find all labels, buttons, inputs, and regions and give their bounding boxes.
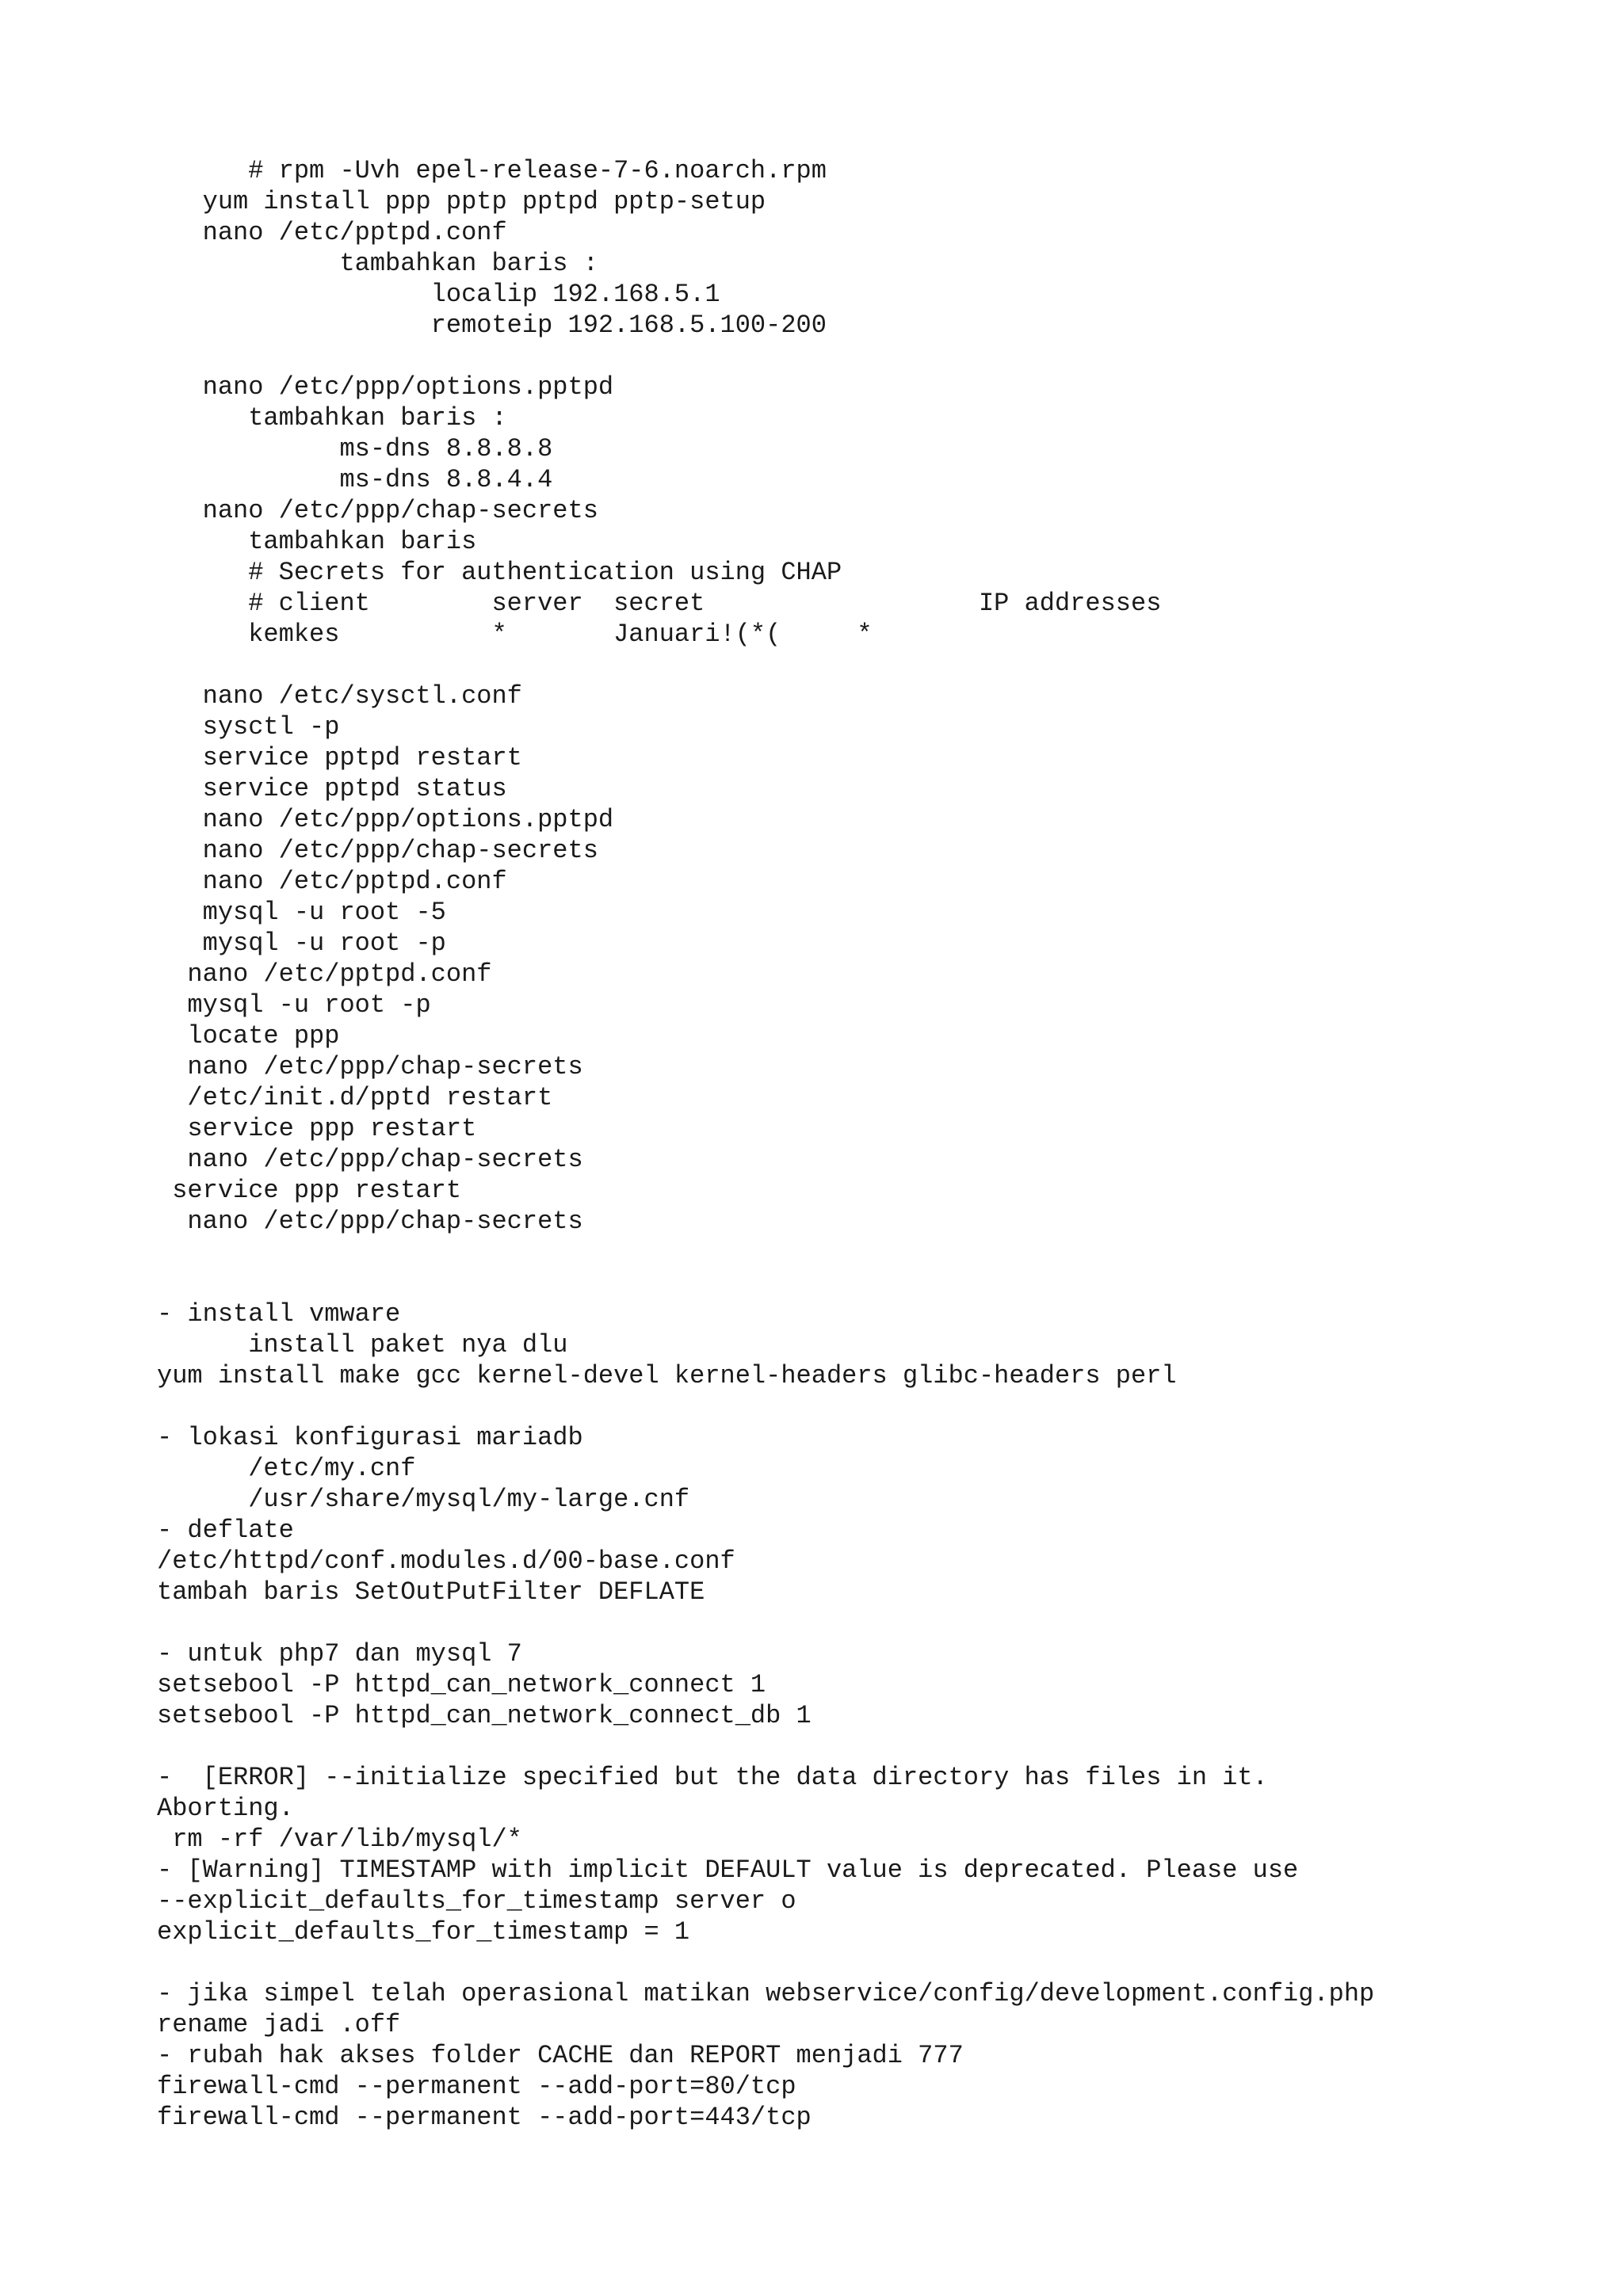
text-line: locate ppp <box>157 1021 340 1051</box>
text-line: mysql -u root -p <box>157 990 431 1020</box>
text-line: service ppp restart <box>157 1114 477 1143</box>
text-line: - jika simpel telah operasional matikan webservice/config/development.config.php <box>157 1979 1375 2008</box>
text-line: nano /etc/ppp/chap-secrets <box>157 836 598 865</box>
text-line: nano /etc/ppp/chap-secrets <box>157 1207 583 1236</box>
text-line: - install vmware <box>157 1299 401 1329</box>
text-line: nano /etc/ppp/chap-secrets <box>157 496 598 525</box>
text-line: nano /etc/pptpd.conf <box>157 218 507 247</box>
text-line: tambahkan baris <box>157 527 477 556</box>
text-line: service pptpd status <box>157 774 507 803</box>
text-line: tambah baris SetOutPutFilter DEFLATE <box>157 1577 705 1607</box>
text-line: nano /etc/ppp/options.pptpd <box>157 805 614 834</box>
blank-line <box>157 1391 1583 1422</box>
text-line: nano /etc/ppp/chap-secrets <box>157 1052 583 1081</box>
text-line: nano /etc/pptpd.conf <box>157 867 507 896</box>
text-line: nano /etc/sysctl.conf <box>157 681 522 711</box>
text-line: /etc/httpd/conf.modules.d/00-base.conf <box>157 1547 735 1576</box>
text-line: - lokasi konfigurasi mariadb <box>157 1423 583 1452</box>
blank-line <box>157 341 1583 372</box>
text-line: setsebool -P httpd_can_network_connect_db 1 <box>157 1701 812 1730</box>
text-line: ms-dns 8.8.4.4 <box>157 465 553 494</box>
text-line: rename jadi .off <box>157 2010 401 2039</box>
blank-line <box>157 1947 1583 1978</box>
text-line: rm -rf /var/lib/mysql/* <box>157 1825 522 1854</box>
document-body <box>157 155 1583 2133</box>
text-line: /etc/my.cnf <box>157 1454 416 1483</box>
text-line: tambahkan baris : <box>157 403 507 433</box>
text-line: sysctl -p <box>157 712 340 742</box>
text-line: firewall-cmd --permanent --add-port=80/tcp <box>157 2072 796 2101</box>
text-line: setsebool -P httpd_can_network_connect 1 <box>157 1670 766 1699</box>
text-line: tambahkan baris : <box>157 249 598 278</box>
text-line: mysql -u root -p <box>157 929 446 958</box>
text-line: - deflate <box>157 1516 294 1545</box>
text-line: nano /etc/pptpd.conf <box>157 959 492 989</box>
text-line: - untuk php7 dan mysql 7 <box>157 1639 522 1669</box>
text-line: /usr/share/mysql/my-large.cnf <box>157 1485 690 1514</box>
text-line: firewall-cmd --permanent --add-port=443/tcp <box>157 2103 812 2132</box>
text-line: yum install ppp pptp pptpd pptp-setup <box>157 187 766 216</box>
text-line: mysql -u root -5 <box>157 898 446 927</box>
text-line: - [ERROR] --initialize specified but the data directory has files in it. <box>157 1763 1268 1792</box>
text-line: # Secrets for authentication using CHAP <box>157 558 842 587</box>
blank-line <box>157 1268 1583 1299</box>
text-line: - [Warning] TIMESTAMP with implicit DEFAULT value is deprecated. Please use <box>157 1855 1299 1885</box>
blank-line <box>157 650 1583 681</box>
text-line: explicit_defaults_for_timestamp = 1 <box>157 1917 690 1947</box>
text-line: nano /etc/ppp/options.pptpd <box>157 372 614 402</box>
text-line: service ppp restart <box>157 1176 462 1205</box>
text-line: - rubah hak akses folder CACHE dan REPORT menjadi 777 <box>157 2041 964 2070</box>
text-line: kemkes * Januari!(*( * <box>157 620 873 649</box>
text-line: ms-dns 8.8.8.8 <box>157 434 553 463</box>
text-line: install paket nya dlu <box>157 1330 568 1360</box>
text-line: localip 192.168.5.1 <box>157 280 720 309</box>
text-line: --explicit_defaults_for_timestamp server o <box>157 1886 796 1916</box>
text-line: nano /etc/ppp/chap-secrets <box>157 1145 583 1174</box>
text-line: yum install make gcc kernel-devel kernel-headers glibc-headers perl <box>157 1361 1177 1390</box>
text-line: # client server secret IP addresses <box>157 589 1162 618</box>
blank-line <box>157 1731 1583 1762</box>
text-line: /etc/init.d/pptd restart <box>157 1083 553 1112</box>
text-line: Aborting. <box>157 1794 294 1823</box>
blank-line <box>157 1237 1583 1268</box>
blank-line <box>157 1608 1583 1638</box>
text-line: service pptpd restart <box>157 743 522 772</box>
text-line: remoteip 192.168.5.100-200 <box>157 311 827 340</box>
text-line: # rpm -Uvh epel-release-7-6.noarch.rpm <box>157 156 827 185</box>
